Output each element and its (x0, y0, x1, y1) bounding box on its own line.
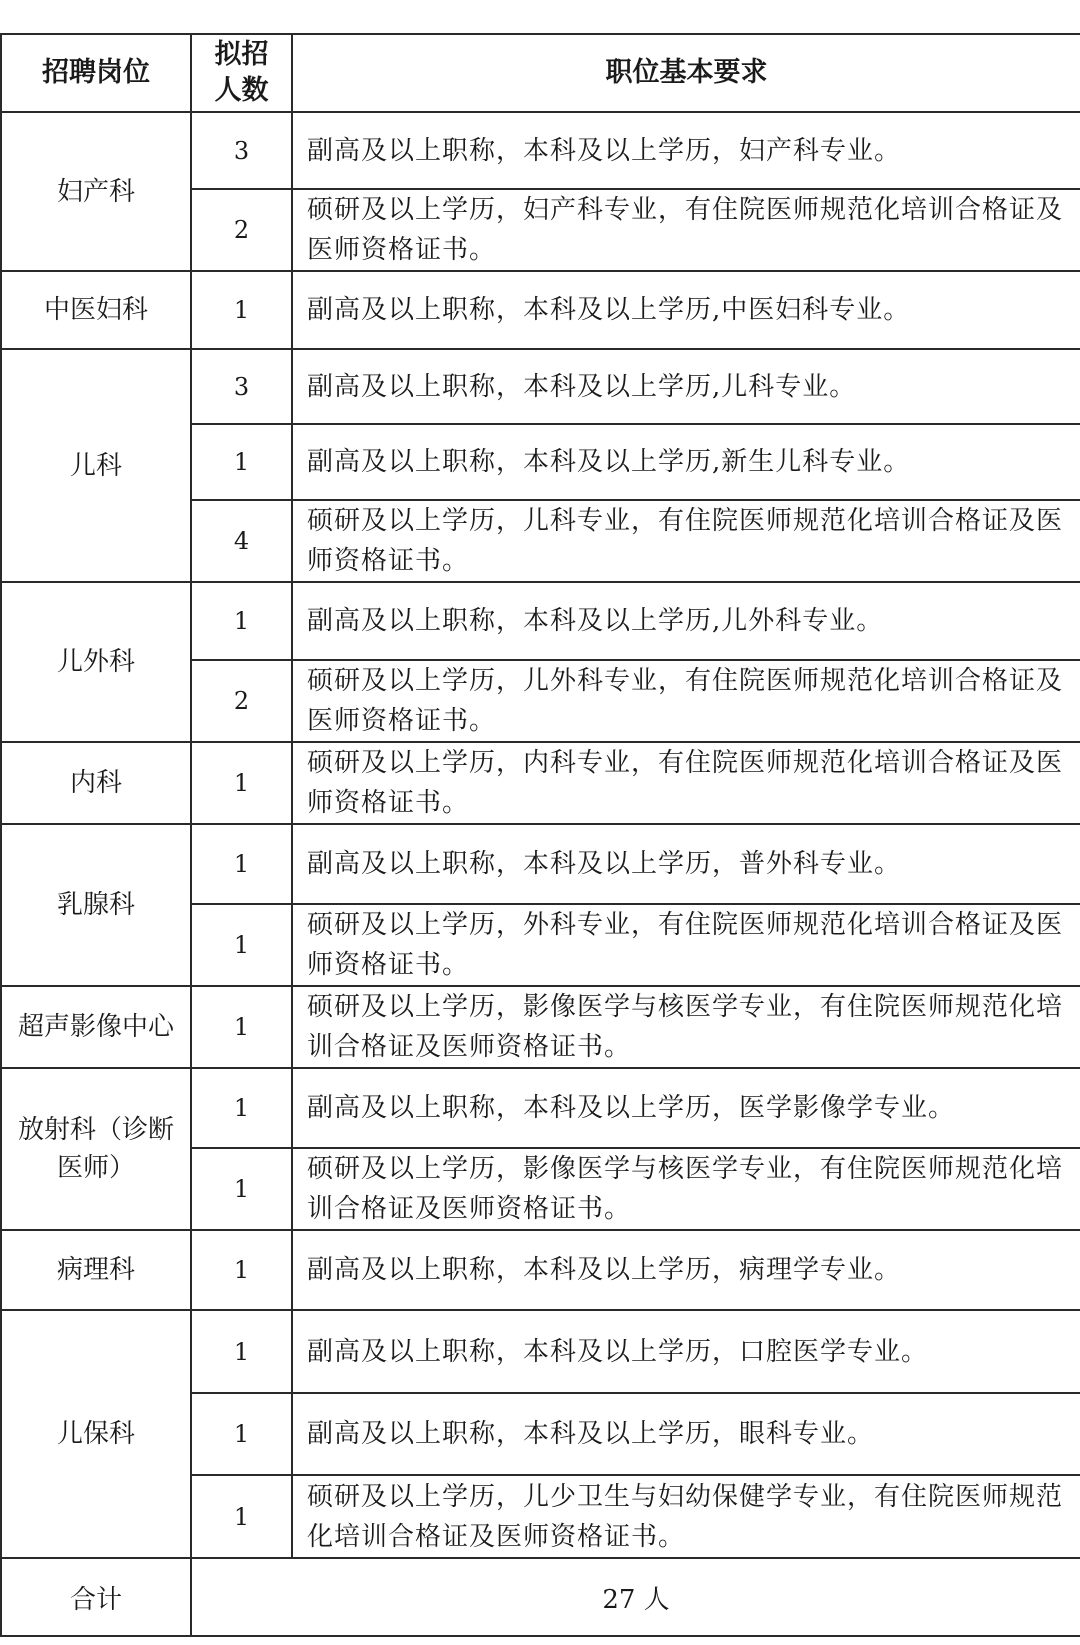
count-cell: 1 (191, 582, 292, 660)
post-cell: 妇产科 (1, 112, 191, 271)
requirement-cell: 副高及以上职称，本科及以上学历,儿外科专业。 (292, 582, 1080, 660)
post-cell: 儿外科 (1, 582, 191, 742)
total-value: 27 人 (191, 1558, 1080, 1636)
count-cell: 1 (191, 1310, 292, 1393)
table-row (1, 1068, 1080, 1148)
requirement-cell: 硕研及以上学历，内科专业，有住院医师规范化培训合格证及医师资格证书。 (292, 742, 1080, 824)
count-cell: 1 (191, 904, 292, 986)
post-cell: 中医妇科 (1, 271, 191, 349)
requirement-cell: 副高及以上职称，本科及以上学历，眼科专业。 (292, 1393, 1080, 1475)
count-cell: 1 (191, 1393, 292, 1475)
post-cell: 内科 (1, 742, 191, 824)
requirement-cell: 副高及以上职称，本科及以上学历,中医妇科专业。 (292, 271, 1080, 349)
table-row (1, 742, 1080, 824)
header-post: 招聘岗位 (1, 34, 191, 112)
header-requirements: 职位基本要求 (292, 34, 1080, 112)
post-cell: 儿保科 (1, 1310, 191, 1558)
requirement-cell: 副高及以上职称，本科及以上学历，病理学专业。 (292, 1230, 1080, 1310)
requirement-cell: 副高及以上职称，本科及以上学历,儿科专业。 (292, 349, 1080, 424)
table-row (1, 349, 1080, 424)
requirement-cell: 副高及以上职称，本科及以上学历，医学影像学专业。 (292, 1068, 1080, 1148)
requirement-cell: 硕研及以上学历，妇产科专业，有住院医师规范化培训合格证及医师资格证书。 (292, 189, 1080, 271)
requirement-cell: 硕研及以上学历，影像医学与核医学专业，有住院医师规范化培训合格证及医师资格证书。 (292, 986, 1080, 1068)
requirement-cell: 硕研及以上学历，儿科专业，有住院医师规范化培训合格证及医师资格证书。 (292, 500, 1080, 582)
requirement-cell: 硕研及以上学历，儿外科专业，有住院医师规范化培训合格证及医师资格证书。 (292, 660, 1080, 742)
count-cell: 1 (191, 1148, 292, 1230)
count-cell: 1 (191, 986, 292, 1068)
count-cell: 4 (191, 500, 292, 582)
requirement-cell: 硕研及以上学历，儿少卫生与妇幼保健学专业，有住院医师规范化培训合格证及医师资格证书。 (292, 1475, 1080, 1558)
count-cell: 2 (191, 189, 292, 271)
requirement-cell: 副高及以上职称，本科及以上学历，妇产科专业。 (292, 112, 1080, 189)
requirement-cell: 副高及以上职称，本科及以上学历，普外科专业。 (292, 824, 1080, 904)
count-cell: 3 (191, 112, 292, 189)
recruitment-table (0, 33, 1080, 1637)
total-label: 合计 (1, 1558, 191, 1636)
header-count-label: 拟招人数 (214, 39, 269, 106)
count-cell: 1 (191, 742, 292, 824)
count-cell: 1 (191, 424, 292, 500)
total-row (1, 1558, 1080, 1636)
count-cell: 3 (191, 349, 292, 424)
table-row (1, 582, 1080, 660)
table-row (1, 1230, 1080, 1310)
requirement-cell: 副高及以上职称，本科及以上学历,新生儿科专业。 (292, 424, 1080, 500)
table-row (1, 824, 1080, 904)
requirement-cell: 硕研及以上学历，外科专业，有住院医师规范化培训合格证及医师资格证书。 (292, 904, 1080, 986)
requirement-cell: 副高及以上职称，本科及以上学历，口腔医学专业。 (292, 1310, 1080, 1393)
count-cell: 1 (191, 824, 292, 904)
table-row (1, 271, 1080, 349)
header-count (191, 34, 292, 112)
post-cell: 病理科 (1, 1230, 191, 1310)
post-cell: 超声影像中心 (1, 986, 191, 1068)
post-cell: 儿科 (1, 349, 191, 582)
table-row (1, 1310, 1080, 1393)
post-cell: 乳腺科 (1, 824, 191, 986)
table-row (1, 986, 1080, 1068)
count-cell: 2 (191, 660, 292, 742)
requirement-cell: 硕研及以上学历，影像医学与核医学专业，有住院医师规范化培训合格证及医师资格证书。 (292, 1148, 1080, 1230)
count-cell: 1 (191, 1475, 292, 1558)
header-row (1, 34, 1080, 112)
post-cell: 放射科（诊断医师） (1, 1068, 191, 1230)
table-row (1, 112, 1080, 189)
count-cell: 1 (191, 1230, 292, 1310)
count-cell: 1 (191, 271, 292, 349)
count-cell: 1 (191, 1068, 292, 1148)
